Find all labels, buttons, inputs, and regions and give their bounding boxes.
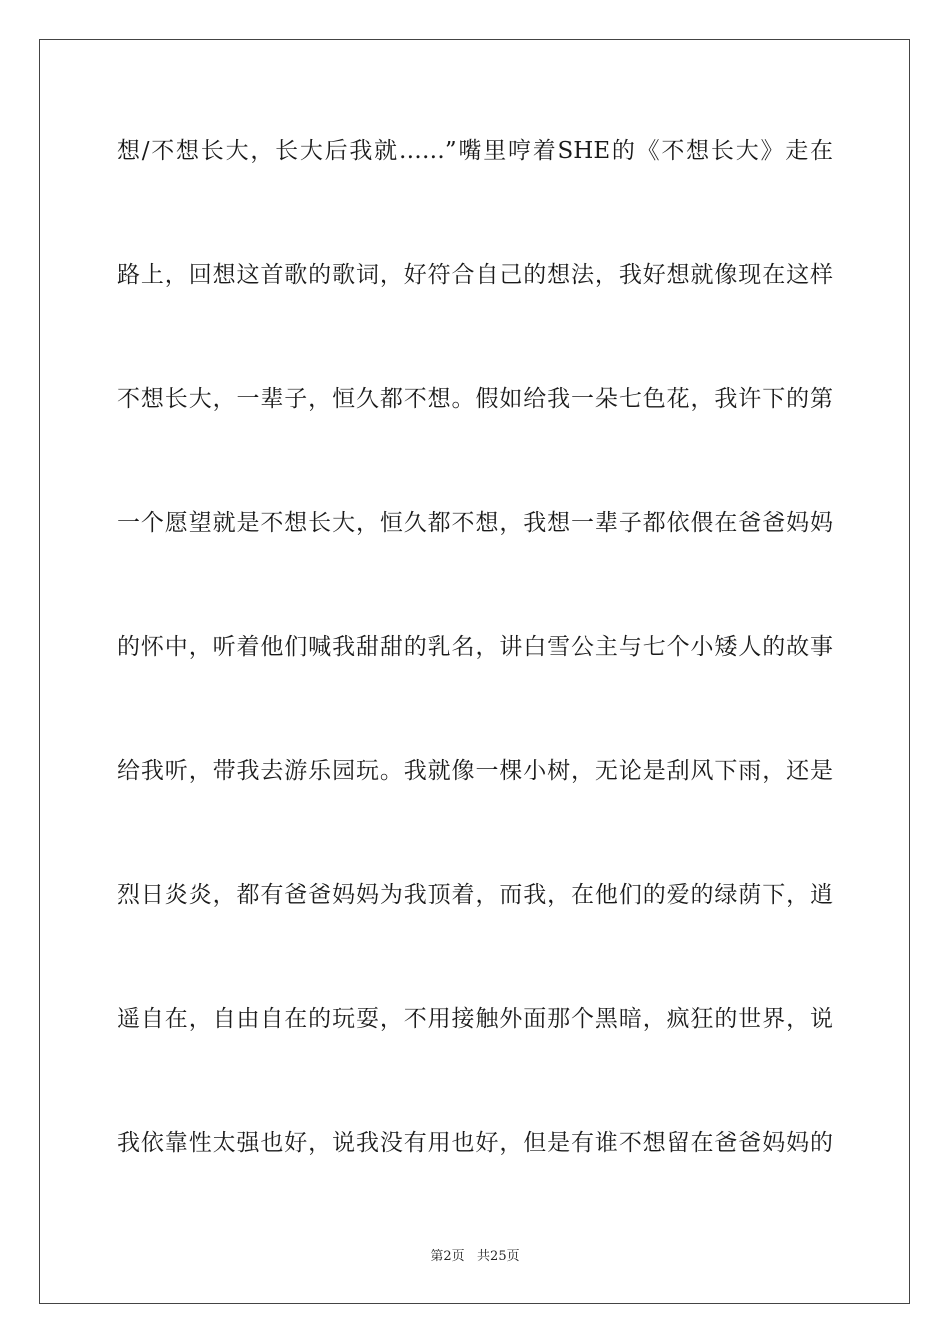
text-line: 想/不想长大，长大后我就……”嘴里哼着SHE的《不想长大》走在: [117, 138, 833, 164]
text-line: 烈日炎炎，都有爸爸妈妈为我顶着，而我，在他们的爱的绿荫下，逍: [117, 882, 833, 908]
text-line: 给我听，带我去游乐园玩。我就像一棵小树，无论是刮风下雨，还是: [117, 758, 833, 784]
text-line: 的怀中，听着他们喊我甜甜的乳名，讲白雪公主与七个小矮人的故事: [117, 634, 833, 660]
text-line: 不想长大，一辈子，恒久都不想。假如给我一朵七色花，我许下的第: [117, 386, 833, 412]
body-text: [117, 128, 833, 1244]
text-line: 路上，回想这首歌的歌词，好符合自己的想法，我好想就像现在这样: [117, 262, 833, 288]
text-line: 遥自在，自由自在的玩耍，不用接触外面那个黑暗，疯狂的世界，说: [117, 1006, 833, 1032]
text-line: 我依靠性太强也好，说我没有用也好，但是有谁不想留在爸爸妈妈的: [117, 1130, 833, 1156]
text-line: 一个愿望就是不想长大，恒久都不想，我想一辈子都依偎在爸爸妈妈: [117, 510, 833, 536]
page-number-footer: 第2页 共25页: [430, 1249, 520, 1264]
